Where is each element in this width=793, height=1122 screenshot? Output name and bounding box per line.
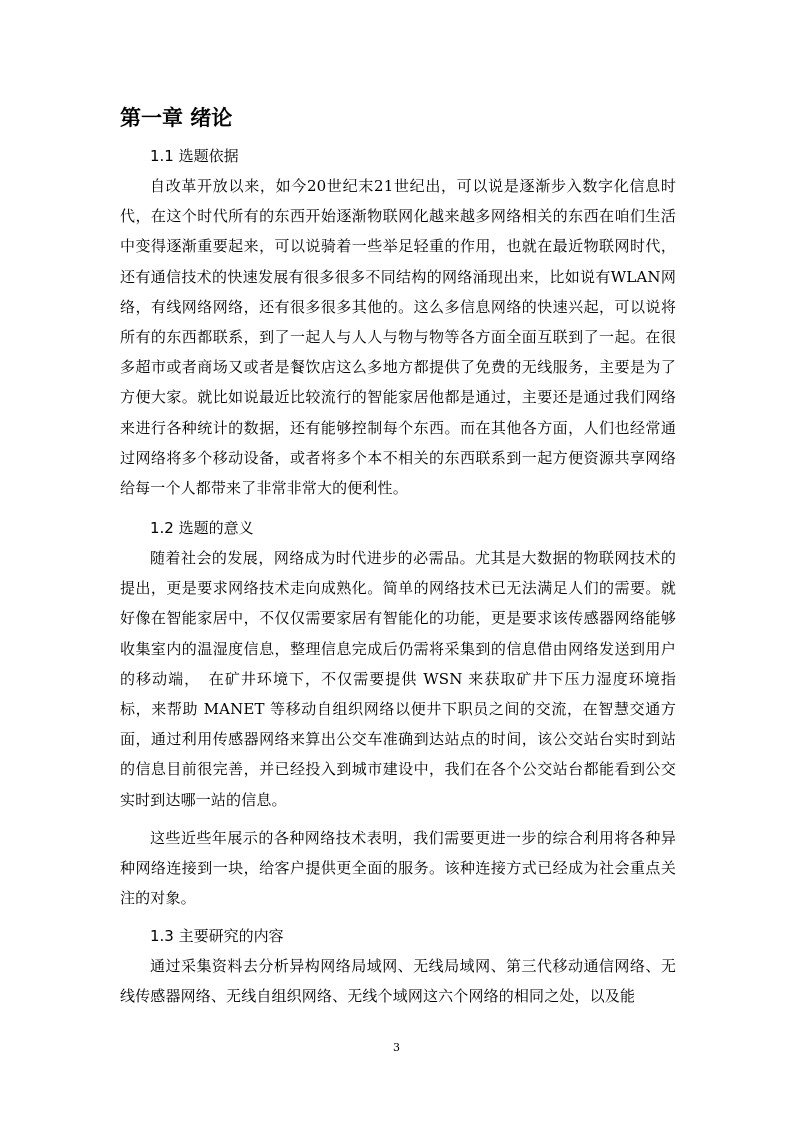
section-heading-1-2: 1.2 选题的意义 [150, 519, 254, 537]
chapter-title: 第一章 绪论 [120, 106, 233, 130]
paragraph-1-3-a: 通过采集资料去分析异构网络局域网、无线局域网、第三代移动通信网络、无线传感器网络、无线自组织网络、无线个域网这六个网络的相同之处，以及能 [120, 957, 676, 1006]
page-number: 3 [393, 1041, 400, 1054]
paragraph-1-1-a: 自改革开放以来，如今20世纪末21世纪出，可以说是逐渐步入数字化信息时代，在这个时代所有的东西开始逐渐物联网化越来越多网络相关的东西在咱们生活中变得逐渐重要起来，可以说骑着一些举足轻重的作用，也就在最近物联网时代，还有通信技术的快速发展有很多很多不同结构的网络涌现出来，比如说有WLAN网络，有线网络网络，还有很多很多其他的。这么多信息网络的快速兴起，可以说将所有的东西都联系，到了一起人与人人与物与物等各方面全面互联到了一起。在很多超市或者商场又或者是餐饮店这么多地方都提供了免费的无线服务，主要是为了方便大家。就比如说最近比较流行的智能家居他都是通过，主要还是通过我们网络来进行各种统计的数据，还有能够控制每个东西。而在其他各方面，人们也经常通过网络将多个移动设备，或者将多个本不相关的东西联系到一起方便资源共享网络给每一个人都带来了非常非常大的便利性。 [120, 177, 676, 498]
paragraph-1-2-b: 这些近些年展示的各种网络技术表明，我们需要更进一步的综合利用将各种异种网络连接到一块，给客户提供更全面的服务。该种连接方式已经成为社会重点关注的对象。 [120, 829, 676, 908]
paragraph-1-2-a: 随着社会的发展，网络成为时代进步的必需品。尤其是大数据的物联网技术的提出，更是要求网络技术走向成熟化。简单的网络技术已无法满足人们的需要。就好像在智能家居中，不仅仅需要家居有智能化的功能，更是要求该传感器网络能够收集室内的温湿度信息，整理信息完成后仍需将采集到的信息借由网络发送到用户的移动端， 在矿井环境下，不仅需要提供 WSN 来获取矿井下压力湿度环境指标，来帮助 MANET 等移动自组织网络以便井下职员之间的交流，在智慧交通方面，通过利用传感器网络来算出公交车准确到达站点的时间，该公交站台实时到站的信息目前很完善，并已经投入到城市建设中，我们在各个公交站台都能看到公交实时到达哪一站的信息。 [120, 549, 676, 809]
section-heading-1-1: 1.1 选题依据 [150, 147, 239, 165]
section-heading-1-3: 1.3 主要研究的内容 [150, 927, 284, 945]
